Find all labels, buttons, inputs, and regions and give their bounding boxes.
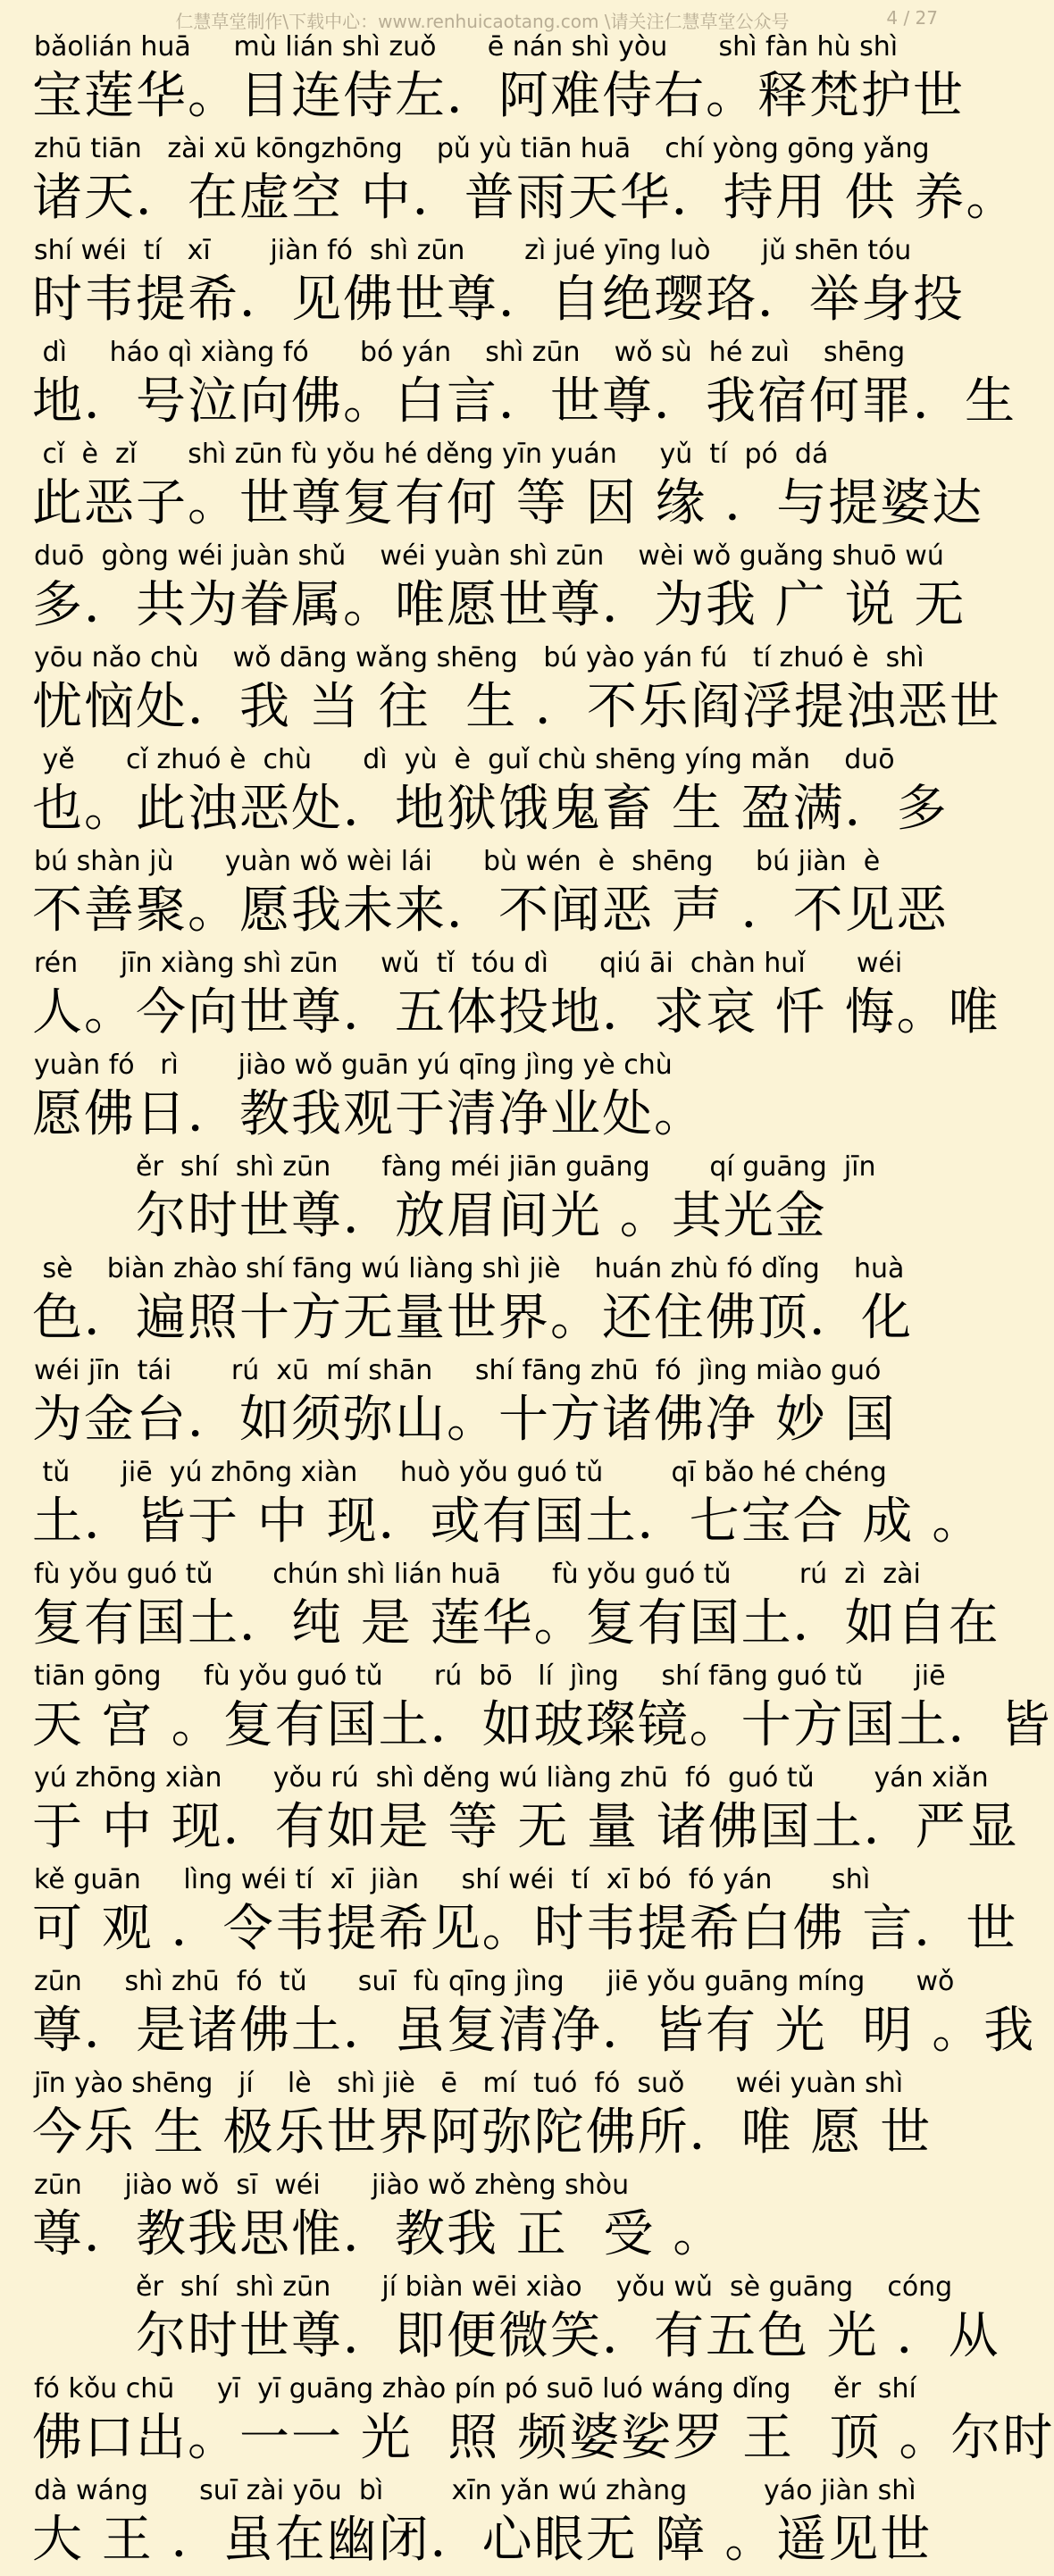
hanzi-line: 天 宫 。复有国土．如玻璨镜。十方国土．皆 [32,1696,1052,1754]
text-line [0,1660,1052,1761]
pinyin-line: fù yǒu guó tǔ chún shì lián huā fù yǒu guó tǔ rú zì zài [34,1559,921,1590]
pinyin-line: fó kǒu chū yī yī guāng zhào pín pó suō luó wáng dǐng ěr shí [34,2373,916,2405]
pinyin-line: yōu nǎo chù wǒ dāng wǎng shēng bú yào yán fú tí zhuó è shì [34,642,924,673]
hanzi-line: 复有国土．纯 是 莲华。复有国土．如自在 [32,1594,1000,1652]
header-title: 仁慧草堂制作\下载中心：www.renhuicaotang.com \请关注仁慧草堂公众号 [175,11,790,32]
hanzi-line: 也。此浊恶处．地狱饿鬼畜 生 盈满．多 [32,780,949,838]
hanzi-line: 多．共为眷属。唯愿世尊．为我 广 说 无 [32,576,966,634]
pinyin-line: kě guān lìng wéi tí xī jiàn shí wéi tí xī bó fó yán shì [34,1864,871,1895]
pinyin-line: tiān gōng fù yǒu guó tǔ rú bō lí jìng shí fāng guó tǔ jiē [34,1660,946,1692]
text-line [0,1049,965,1150]
pinyin-line: yú zhōng xiàn yǒu rú shì děng wú liàng zhū fó guó tǔ yán xiǎn [34,1762,989,1794]
text-line [0,1965,1036,2067]
hanzi-line: 此恶子。世尊复有何 等 因 缘 ．与提婆达 [32,474,984,532]
pinyin-line: yě cǐ zhuó è chù dì yù è guǐ chù shēng yíng mǎn duō [34,744,895,775]
pinyin-line: zhū tiān zài xū kōngzhōng pǔ yù tiān huā chí yòng gōng yǎng [34,133,930,164]
text-line [0,539,965,641]
text-line [0,947,1000,1049]
text-line [0,30,965,132]
pinyin-line: yuàn fó rì jiào wǒ guān yú qīng jìng yè chù [34,1050,673,1081]
hanzi-line: 地．号泣向佛。白言．世尊．我宿何罪．生 [32,372,1016,431]
pinyin-line: ěr shí shì zūn jí biàn wēi xiào yǒu wǔ sè guāng cóng [136,2271,953,2303]
text-line [0,2372,1054,2474]
pinyin-line: ěr shí shì zūn fàng méi jiān guāng qí guāng jīn [136,1151,876,1183]
text-line [0,2271,1000,2372]
text-line [0,2067,965,2169]
hanzi-line: 土．皆于 中 现．或有国土．七宝合 成 。 [32,1493,984,1551]
text-line [0,1863,1018,1965]
pinyin-line: zūn jiào wǒ sī wéi jiào wǒ zhèng shòu [34,2170,630,2201]
pinyin-line: cǐ è zǐ shì zūn fù yǒu hé děng yīn yuán yǔ tí pó dá [34,439,829,470]
page-number: 4 / 27 [886,7,938,29]
text-line [0,2474,965,2576]
hanzi-line: 佛口出。一一 光 照 频婆娑罗 王 顶 。尔时 [32,2409,1054,2467]
text-line [0,1558,1000,1660]
text-line [0,1150,965,1252]
pinyin-line: bǎolián huā mù lián shì zuǒ ē nán shì yòu shì fàn hù shì [34,31,899,63]
hanzi-line: 尔时世尊．放眉间光 。其光金 [136,1187,827,1245]
hanzi-line: 人。今向世尊．五体投地．求哀 忏 悔。唯 [32,983,1000,1041]
pinyin-line: tǔ jiē yú zhōng xiàn huò yǒu guó tǔ qī bǎo hé chéng [34,1457,887,1488]
scripture-text [0,30,1054,2576]
hanzi-line: 不善聚。愿我未来．不闻恶 声 ．不见恶 [32,882,949,940]
pinyin-line: dà wáng suī zài yōu bì xīn yǎn wú zhàng yáo jiàn shì [34,2475,916,2506]
text-line [0,1761,1019,1863]
pinyin-line: jīn yào shēng jí lè shì jiè ē mí tuó fó suǒ wéi yuàn shì [34,2068,904,2099]
pinyin-line: wéi jīn tái rú xū mí shān shí fāng zhū fó jìng miào guó [34,1355,882,1386]
hanzi-line: 时韦提希．见佛世尊．自绝璎珞．举身投 [32,271,965,329]
text-line [0,438,984,539]
hanzi-line: 大 王 ．虽在幽闭．心眼无 障 。遥见世 [32,2511,933,2569]
text-line [0,641,1002,743]
pinyin-line: rén jīn xiàng shì zūn wǔ tǐ tóu dì qiú āi chàn huǐ wéi [34,948,903,979]
text-line [0,336,1016,438]
hanzi-line: 宝莲华。目连侍左．阿难侍右。释梵护世 [32,67,965,125]
hanzi-line: 为金台．如须弥山。十方诸佛净 妙 国 [32,1391,897,1449]
text-line [0,234,965,336]
hanzi-line: 于 中 现．有如是 等 无 量 诸佛国土．严显 [32,1798,1019,1856]
hanzi-line: 可 观 ．令韦提希见。时韦提希白佛 言．世 [32,1900,1018,1958]
pinyin-line: shí wéi tí xī jiàn fó shì zūn zì jué yīng luò jǔ shēn tóu [34,235,912,266]
hanzi-line: 尔时世尊．即便微笑．有五色 光 ．从 [136,2307,1000,2365]
pinyin-line: bú shàn jù yuàn wǒ wèi lái bù wén è shēng bú jiàn è [34,846,881,877]
text-line [0,845,965,947]
hanzi-line: 忧恼处．我 当 往 生 ．不乐阎浮提浊恶世 [32,678,1002,736]
hanzi-line: 愿佛日．教我观于清净业处。 [32,1085,706,1143]
hanzi-line: 诸天．在虚空 中．普雨天华．持用 供 养。 [32,169,1018,227]
pinyin-line: dì háo qì xiàng fó bó yán shì zūn wǒ sù hé zuì shēng [34,337,906,368]
pinyin-line: duō gòng wéi juàn shǔ wéi yuàn shì zūn wèi wǒ guǎng shuō wú [34,540,944,572]
text-line [0,2169,965,2271]
text-line [0,132,1018,234]
text-line [0,1354,965,1456]
hanzi-line: 今乐 生 极乐世界阿弥陀佛所．唯 愿 世 [32,2103,933,2162]
text-line [0,743,965,845]
hanzi-line: 尊．是诸佛土．虽复清净．皆有 光 明 。我 [32,2002,1036,2060]
pinyin-line: sè biàn zhào shí fāng wú liàng shì jiè huán zhù fó dǐng huà [34,1253,905,1284]
text-line [0,1456,984,1558]
pinyin-line: zūn shì zhū fó tǔ suī fù qīng jìng jiē yǒu guāng míng wǒ [34,1966,955,1997]
hanzi-line: 尊．教我思惟．教我 正 受 。 [32,2205,725,2263]
hanzi-line: 色．遍照十方无量世界。还住佛顶．化 [32,1289,913,1347]
text-line [0,1252,965,1354]
